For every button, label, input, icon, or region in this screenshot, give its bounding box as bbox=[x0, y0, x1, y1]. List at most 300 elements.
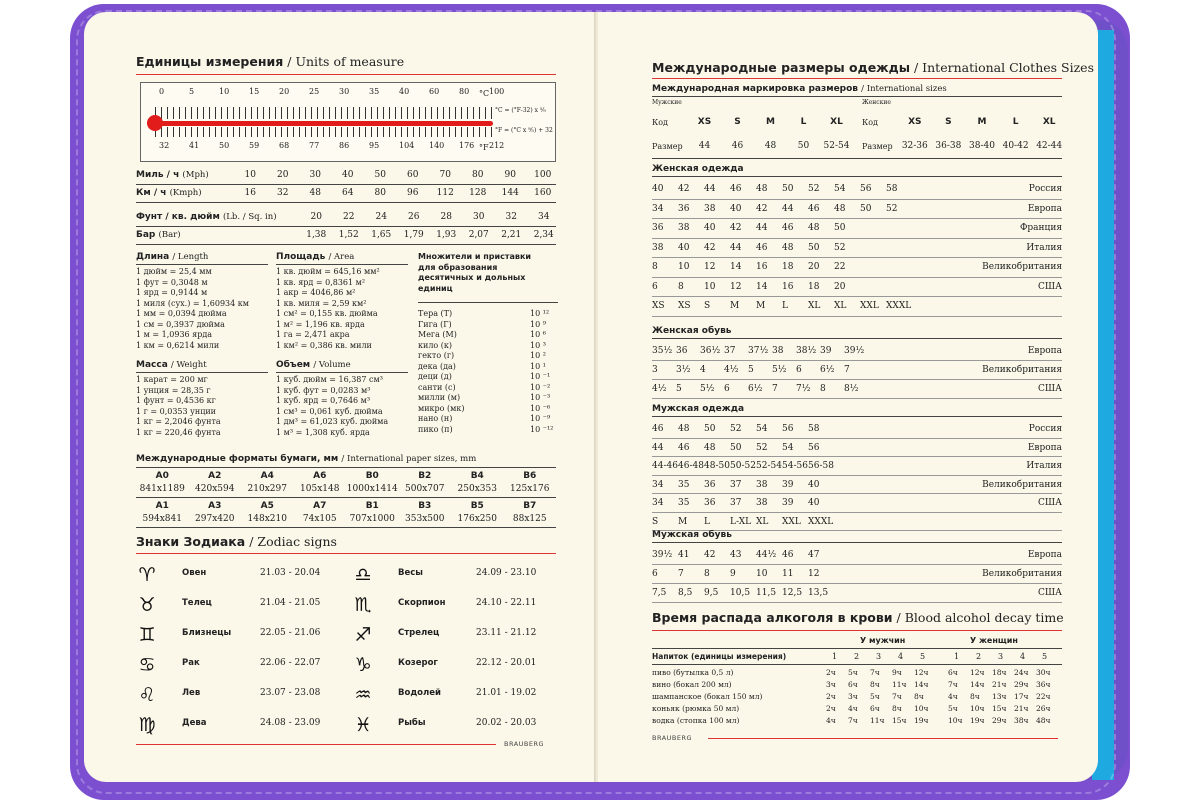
row-divider bbox=[652, 257, 1062, 258]
country-label: Франция bbox=[1019, 223, 1062, 233]
size-value: 37 bbox=[730, 479, 742, 490]
size-value: 4 bbox=[700, 365, 706, 375]
zodiac-name: Близнецы bbox=[182, 628, 232, 638]
thermometer-scale bbox=[140, 82, 556, 162]
volume-line: 1 см³ = 0,061 куб. дюйма bbox=[276, 406, 383, 416]
fahrenheit-tick-label: 104 bbox=[399, 141, 415, 150]
alcohol-time-men: 7ч bbox=[870, 668, 880, 677]
zodiac-dates: 24.09 - 23.10 bbox=[476, 568, 537, 578]
size-value: XS bbox=[678, 301, 691, 311]
alcohol-unit-women: 1 bbox=[954, 652, 960, 661]
row-divider bbox=[652, 602, 1062, 603]
mass-title: Масса / Weight bbox=[136, 360, 207, 370]
intl-men-code: XS bbox=[697, 117, 712, 127]
mph-value: 70 bbox=[439, 170, 451, 180]
alcohol-time-women: 38ч bbox=[1014, 716, 1029, 725]
mph-value: 80 bbox=[472, 170, 484, 180]
size-value: 44 bbox=[756, 223, 768, 233]
size-value: XL bbox=[834, 301, 847, 311]
size-value: 50 bbox=[834, 223, 846, 233]
country-label: Великобритания bbox=[982, 479, 1062, 490]
length-line: 1 м = 1,0936 ярда bbox=[136, 330, 213, 339]
alcohol-time-men: 19ч bbox=[914, 716, 929, 725]
alcohol-time-women: 22ч bbox=[1036, 692, 1051, 701]
size-value: 6 bbox=[652, 281, 658, 292]
brand-logo: BRAUBERG bbox=[504, 740, 545, 748]
celsius-unit: °C bbox=[479, 89, 490, 98]
alcohol-time-women: 21ч bbox=[992, 680, 1007, 689]
multiplier-power: 10 ⁻³ bbox=[530, 393, 551, 402]
kmh-value: 80 bbox=[374, 188, 386, 198]
volume-line: 1 м³ = 1,308 куб. ярда bbox=[276, 427, 370, 437]
country-label: США bbox=[1038, 281, 1062, 292]
fahrenheit-tick-label: 212 bbox=[489, 141, 505, 150]
fahrenheit-tick-label: 140 bbox=[429, 141, 445, 150]
multiplier-name: деци (д) bbox=[418, 372, 452, 381]
paper-format-size: 210x297 bbox=[247, 484, 287, 494]
psi-value: 20 bbox=[310, 212, 322, 222]
zodiac-sign-icon: ♍ bbox=[138, 714, 156, 736]
divider bbox=[136, 467, 556, 468]
zodiac-sign-icon: ♈ bbox=[138, 564, 156, 586]
size-value: 48 bbox=[834, 203, 846, 214]
length-line: 1 мм = 0,0394 дюйма bbox=[136, 309, 227, 318]
row-divider bbox=[652, 398, 1062, 399]
size-value: 58 bbox=[886, 184, 898, 194]
size-value: 50-52 bbox=[730, 461, 756, 471]
alcohol-unit-men: 3 bbox=[876, 652, 882, 661]
zodiac-dates: 23.07 - 23.08 bbox=[260, 688, 321, 698]
paper-format-size: 841x1189 bbox=[139, 484, 185, 494]
size-value: 39 bbox=[782, 498, 794, 508]
kmh-row bbox=[234, 188, 559, 198]
alcohol-time-men: 12ч bbox=[914, 668, 929, 677]
size-value: 47 bbox=[808, 550, 820, 560]
divider bbox=[136, 226, 556, 227]
alcohol-unit-men: 2 bbox=[854, 652, 860, 661]
kmh-value: 64 bbox=[342, 188, 354, 198]
paper-format-name: A7 bbox=[313, 501, 327, 511]
alcohol-time-men: 11ч bbox=[870, 716, 885, 725]
size-value: 44 bbox=[782, 203, 794, 214]
intl-men-size: 48 bbox=[764, 141, 777, 151]
zodiac-sign-icon: ♒ bbox=[354, 684, 372, 706]
size-value: M bbox=[730, 301, 740, 311]
alcohol-time-men: 5ч bbox=[870, 692, 880, 701]
bar-value: 2,34 bbox=[533, 230, 554, 240]
size-value: 35½ bbox=[652, 346, 673, 356]
size-value: 5½ bbox=[772, 365, 787, 375]
divider bbox=[276, 372, 408, 373]
bar-value: 1,52 bbox=[338, 230, 359, 240]
size-value: 35 bbox=[678, 498, 690, 508]
alcohol-time-men: 6ч bbox=[848, 680, 858, 689]
kmh-value: 112 bbox=[436, 188, 454, 198]
size-value: 9,5 bbox=[704, 588, 719, 598]
multiplier-power: 10 ⁻⁶ bbox=[530, 403, 551, 413]
volume-list bbox=[276, 375, 388, 438]
divider bbox=[652, 176, 1062, 177]
paper-format-name: B0 bbox=[365, 471, 379, 481]
alcohol-time-women: 19ч bbox=[970, 716, 985, 725]
length-title: Длина / Length bbox=[136, 252, 209, 262]
divider bbox=[136, 264, 268, 265]
mph-value: 60 bbox=[407, 170, 419, 180]
intl-sizes-title: Международная маркировка размеров / International sizes bbox=[652, 84, 947, 94]
zodiac-sign-icon: ♉ bbox=[138, 594, 156, 616]
alcohol-drink-header: Напиток (единицы измерения) bbox=[652, 652, 787, 661]
size-value: 37½ bbox=[748, 346, 769, 356]
size-value: 46 bbox=[678, 442, 690, 453]
alcohol-drink: пиво (бутылка 0,5 л) bbox=[652, 668, 734, 677]
paper-format-size: 297x420 bbox=[195, 514, 235, 524]
intl-women-size: 40-42 bbox=[1002, 141, 1029, 151]
bar-row bbox=[300, 230, 560, 240]
alcohol-time-men: 15ч bbox=[892, 716, 907, 725]
multiplier-name: Мега (М) bbox=[418, 330, 457, 339]
size-value: 37 bbox=[730, 498, 742, 508]
intl-women-sizes bbox=[898, 141, 1066, 151]
size-value: 48 bbox=[782, 242, 794, 253]
kmh-value: 48 bbox=[309, 188, 321, 198]
intl-women-code: L bbox=[1012, 117, 1019, 127]
country-label: США bbox=[1038, 384, 1062, 394]
multiplier-power: 10 ¹ bbox=[530, 361, 546, 371]
alcohol-time-women: 48ч bbox=[1036, 716, 1051, 725]
paper-format-size: 176x250 bbox=[457, 514, 497, 524]
brand-logo-right: BRAUBERG bbox=[652, 734, 693, 742]
size-value: 9 bbox=[730, 569, 736, 579]
zodiac-dates: 21.01 - 19.02 bbox=[476, 688, 537, 698]
paper-format-size: 500x707 bbox=[405, 484, 445, 494]
psi-label: Фунт / кв. дюйм (Lb. / Sq. in) bbox=[136, 212, 277, 222]
mph-value: 40 bbox=[342, 170, 354, 180]
size-value: 7½ bbox=[796, 384, 811, 394]
intl-men-label: Мужские bbox=[652, 99, 682, 106]
intl-men-code: S bbox=[734, 117, 741, 127]
paper-format-name: B1 bbox=[365, 501, 379, 511]
divider bbox=[276, 264, 408, 265]
size-value: 8½ bbox=[844, 384, 859, 394]
divider bbox=[136, 74, 556, 75]
size-value: 7 bbox=[844, 365, 850, 375]
alcohol-unit-women: 4 bbox=[1020, 652, 1026, 661]
alcohol-time-women: 26ч bbox=[1036, 704, 1051, 713]
paper-title: Международные форматы бумаги, мм / International paper sizes, mm bbox=[136, 454, 477, 464]
multiplier-name: дека (да) bbox=[418, 361, 456, 371]
paper-format-name: B3 bbox=[418, 501, 432, 511]
size-value: XS bbox=[652, 301, 665, 311]
size-value: 5 bbox=[676, 384, 682, 394]
celsius-tick-label: 0 bbox=[159, 87, 165, 96]
size-value: 14 bbox=[730, 262, 742, 272]
intl-size-label: Размер bbox=[652, 142, 683, 151]
bar-value: 1,93 bbox=[436, 230, 457, 240]
intl-men-size: 52-54 bbox=[823, 141, 850, 151]
row-divider bbox=[652, 438, 1062, 439]
country-label: Европа bbox=[1027, 346, 1062, 356]
size-value: 11 bbox=[782, 569, 794, 579]
size-value: S bbox=[704, 301, 711, 311]
bar-value: 1,65 bbox=[371, 230, 392, 240]
size-value: L bbox=[782, 301, 788, 311]
multiplier-power: 10 ⁻¹ bbox=[530, 372, 551, 381]
size-value: 18 bbox=[782, 262, 794, 272]
celsius-tick-label: 25 bbox=[309, 87, 320, 96]
women-clothes-title: Женская одежда bbox=[652, 164, 744, 174]
alcohol-unit-women: 5 bbox=[1042, 652, 1048, 661]
multipliers-powers bbox=[530, 309, 553, 435]
size-value: 10,5 bbox=[730, 588, 751, 598]
size-value: 3 bbox=[652, 365, 658, 375]
size-value: 56-58 bbox=[808, 461, 834, 471]
bar-value: 2,07 bbox=[468, 230, 489, 240]
alcohol-drink: шампанское (бокал 150 мл) bbox=[652, 692, 763, 701]
size-value: 46 bbox=[782, 223, 794, 233]
size-value: 36 bbox=[652, 223, 664, 233]
intl-men-size: 46 bbox=[731, 141, 744, 151]
alcohol-time-women: 29ч bbox=[992, 716, 1007, 725]
size-value: 58 bbox=[808, 424, 820, 434]
paper-format-size: 74x105 bbox=[302, 514, 337, 524]
size-value: 36 bbox=[678, 203, 690, 214]
intl-women-size: 36-38 bbox=[935, 141, 962, 151]
size-value: 39 bbox=[782, 479, 794, 490]
size-value: 52 bbox=[730, 424, 742, 434]
celsius-tick-label: 80 bbox=[459, 87, 470, 96]
paper-format-name: B4 bbox=[470, 471, 484, 481]
alcohol-time-men: 2ч bbox=[826, 692, 836, 701]
area-line: 1 га = 2,471 акра bbox=[276, 330, 350, 339]
intl-women-code: M bbox=[977, 117, 987, 127]
size-value: 12 bbox=[808, 569, 820, 579]
multiplier-power: 10 ¹² bbox=[530, 309, 550, 318]
fahrenheit-tick-label: 32 bbox=[159, 141, 170, 150]
size-value: 44-46 bbox=[652, 461, 678, 471]
size-value: 48-50 bbox=[704, 461, 730, 471]
area-line: 1 кв. ярд = 0,8361 м² bbox=[276, 277, 366, 287]
row-divider bbox=[652, 583, 1062, 584]
alcohol-drink: вино (бокал 200 мл) bbox=[652, 680, 732, 689]
row-divider bbox=[652, 316, 1062, 317]
fahrenheit-tick-label: 77 bbox=[309, 141, 320, 150]
multiplier-power: 10 ⁻² bbox=[530, 382, 551, 392]
zodiac-dates: 21.04 - 21.05 bbox=[260, 598, 321, 608]
intl-size-label-women: Размер bbox=[862, 142, 893, 151]
size-value: 3½ bbox=[676, 365, 691, 375]
zodiac-sign-icon: ♑ bbox=[354, 654, 372, 676]
paper-format-size: 1000x1414 bbox=[346, 484, 398, 494]
row-divider bbox=[652, 564, 1062, 565]
psi-value: 34 bbox=[538, 212, 550, 222]
mass-line: 1 унция = 28,35 г bbox=[136, 385, 211, 395]
thermometer-bar bbox=[155, 121, 493, 126]
multipliers-names bbox=[418, 309, 465, 435]
row-divider bbox=[652, 199, 1062, 200]
celsius-tick-label: 20 bbox=[279, 87, 290, 96]
size-value: 20 bbox=[834, 281, 846, 292]
size-value: 8 bbox=[678, 281, 684, 292]
psi-value: 26 bbox=[408, 212, 420, 222]
length-line: 1 дюйм = 25,4 мм bbox=[136, 267, 212, 276]
divider bbox=[652, 542, 1062, 543]
alcohol-time-women: 15ч bbox=[992, 704, 1007, 713]
divider bbox=[136, 497, 556, 498]
size-value: 36 bbox=[704, 498, 716, 508]
left-page bbox=[84, 12, 596, 782]
paper-format-size: 594x841 bbox=[142, 514, 182, 524]
multiplier-name: кило (к) bbox=[418, 340, 453, 350]
alcohol-unit-men: 4 bbox=[898, 652, 904, 661]
multiplier-power: 10 ⁹ bbox=[530, 319, 546, 329]
alcohol-time-men: 7ч bbox=[848, 716, 858, 725]
celsius-tick-label: 15 bbox=[249, 87, 260, 96]
intl-women-size: 32-36 bbox=[901, 141, 928, 151]
mass-line: 1 кг = 220,46 фунта bbox=[136, 427, 221, 437]
row-divider bbox=[652, 493, 1062, 494]
intl-men-code: M bbox=[766, 117, 775, 127]
size-value: 48 bbox=[678, 424, 690, 434]
size-value: 6 bbox=[796, 365, 802, 375]
paper-format-name: A6 bbox=[313, 471, 327, 481]
multiplier-name: микро (мк) bbox=[418, 403, 465, 413]
multiplier-power: 10 ² bbox=[530, 351, 546, 360]
zodiac-dates: 22.06 - 22.07 bbox=[260, 658, 321, 668]
size-value: 12 bbox=[730, 281, 742, 292]
size-value: 12,5 bbox=[782, 588, 803, 598]
size-value: 52-54 bbox=[756, 461, 782, 471]
paper-format-name: A1 bbox=[155, 501, 169, 511]
divider bbox=[136, 202, 556, 203]
area-title: Площадь / Area bbox=[276, 252, 355, 262]
zodiac-sign-icon: ♎ bbox=[354, 564, 372, 586]
mph-value: 100 bbox=[534, 170, 552, 180]
multiplier-name: милли (м) bbox=[418, 393, 461, 402]
size-value: 46 bbox=[652, 424, 664, 434]
size-value: 54 bbox=[782, 442, 794, 453]
multiplier-name: санти (с) bbox=[418, 382, 456, 392]
size-value: XL bbox=[808, 301, 821, 311]
zodiac-dates: 24.08 - 23.09 bbox=[260, 718, 321, 728]
size-value: 40 bbox=[808, 498, 820, 508]
intl-men-size: 50 bbox=[797, 141, 810, 151]
divider bbox=[652, 96, 1062, 97]
paper-format-name: B6 bbox=[523, 471, 537, 481]
size-value: 7 bbox=[678, 569, 684, 579]
women-shoes-title: Женская обувь bbox=[652, 326, 732, 336]
size-value: 42 bbox=[704, 242, 716, 253]
size-value: 46 bbox=[730, 184, 742, 194]
alcohol-title: Время распада алкоголя в крови / Blood alcohol decay time bbox=[652, 610, 1064, 625]
paper-format-size: 420x594 bbox=[195, 484, 235, 494]
size-value: 40 bbox=[730, 203, 742, 214]
size-value: 39 bbox=[820, 346, 832, 356]
country-label: Европа bbox=[1027, 442, 1062, 453]
size-value: 50 bbox=[730, 442, 742, 453]
size-value: 12 bbox=[704, 262, 716, 272]
intl-men-code: XL bbox=[830, 117, 843, 127]
zodiac-name: Козерог bbox=[398, 658, 438, 668]
multiplier-power: 10 ⁶ bbox=[530, 330, 546, 339]
celsius-tick-label: 35 bbox=[369, 87, 380, 96]
mass-line: 1 фунт = 0,4536 кг bbox=[136, 396, 216, 405]
zodiac-name: Телец bbox=[182, 598, 212, 608]
alcohol-unit-men: 5 bbox=[920, 652, 926, 661]
units-title: Единицы измерения / Units of measure bbox=[136, 54, 405, 69]
size-value: 6½ bbox=[748, 384, 763, 394]
paper-format-size: 125x176 bbox=[510, 484, 550, 494]
size-value: 46-48 bbox=[678, 461, 704, 471]
celsius-tick-label: 10 bbox=[219, 87, 230, 96]
divider bbox=[652, 664, 1062, 665]
size-value: 10 bbox=[678, 262, 690, 272]
alcohol-time-men: 11ч bbox=[892, 680, 907, 689]
area-line: 1 кв. дюйм = 645,16 мм² bbox=[276, 267, 380, 276]
size-value: 38½ bbox=[796, 346, 817, 356]
alcohol-drink: водка (стопка 100 мл) bbox=[652, 716, 740, 725]
size-value: L bbox=[704, 516, 710, 527]
alcohol-time-women: 21ч bbox=[1014, 704, 1029, 713]
size-value: 48 bbox=[808, 223, 820, 233]
divider bbox=[136, 527, 556, 528]
size-value: 36 bbox=[676, 346, 688, 356]
size-value: 37 bbox=[724, 346, 736, 356]
psi-row bbox=[300, 212, 560, 222]
size-value: 10 bbox=[704, 281, 716, 292]
alcohol-time-men: 4ч bbox=[848, 704, 858, 713]
size-value: 4½ bbox=[652, 384, 667, 394]
alcohol-time-women: 5ч bbox=[948, 704, 958, 713]
size-value: 41 bbox=[678, 550, 690, 560]
size-value: 52 bbox=[886, 203, 898, 214]
alcohol-time-women: 17ч bbox=[1014, 692, 1029, 701]
size-value: 8 bbox=[652, 262, 658, 272]
alcohol-time-women: 10ч bbox=[970, 704, 985, 713]
intl-men-sizes bbox=[688, 141, 853, 151]
alcohol-unit-women: 3 bbox=[998, 652, 1004, 661]
size-value: XXXL bbox=[886, 301, 912, 311]
country-label: Великобритания bbox=[982, 262, 1062, 272]
men-shoes-title: Мужская обувь bbox=[652, 530, 732, 540]
size-value: 52 bbox=[834, 242, 846, 253]
paper-format-name: A5 bbox=[260, 501, 274, 511]
size-value: 42 bbox=[730, 223, 742, 233]
size-value: 52 bbox=[808, 184, 820, 194]
volume-title: Объем / Volume bbox=[276, 360, 351, 370]
alcohol-time-men: 7ч bbox=[892, 692, 902, 701]
row-divider bbox=[652, 456, 1062, 457]
alcohol-time-women: 10ч bbox=[948, 716, 963, 725]
multiplier-name: Тера (Т) bbox=[418, 309, 453, 318]
divider bbox=[136, 372, 268, 373]
size-value: 48 bbox=[704, 442, 716, 453]
divider bbox=[652, 630, 1062, 631]
size-value: XXXL bbox=[808, 516, 834, 527]
size-value: 6 bbox=[652, 569, 658, 579]
length-line: 1 миля (сух.) = 1,60934 км bbox=[136, 298, 249, 308]
size-value: 44 bbox=[704, 184, 716, 194]
zodiac-dates: 24.10 - 22.11 bbox=[476, 598, 537, 608]
intl-code-label-women: Код bbox=[862, 118, 878, 127]
divider bbox=[136, 184, 556, 185]
intl-men-size: 44 bbox=[698, 141, 711, 151]
alcohol-time-women: 30ч bbox=[1036, 668, 1051, 677]
zodiac-name: Весы bbox=[398, 568, 423, 578]
zodiac-dates: 22.05 - 21.06 bbox=[260, 628, 321, 638]
size-value: 8,5 bbox=[678, 588, 693, 598]
paper-row2-names bbox=[136, 501, 556, 511]
size-value: 40 bbox=[652, 184, 664, 194]
